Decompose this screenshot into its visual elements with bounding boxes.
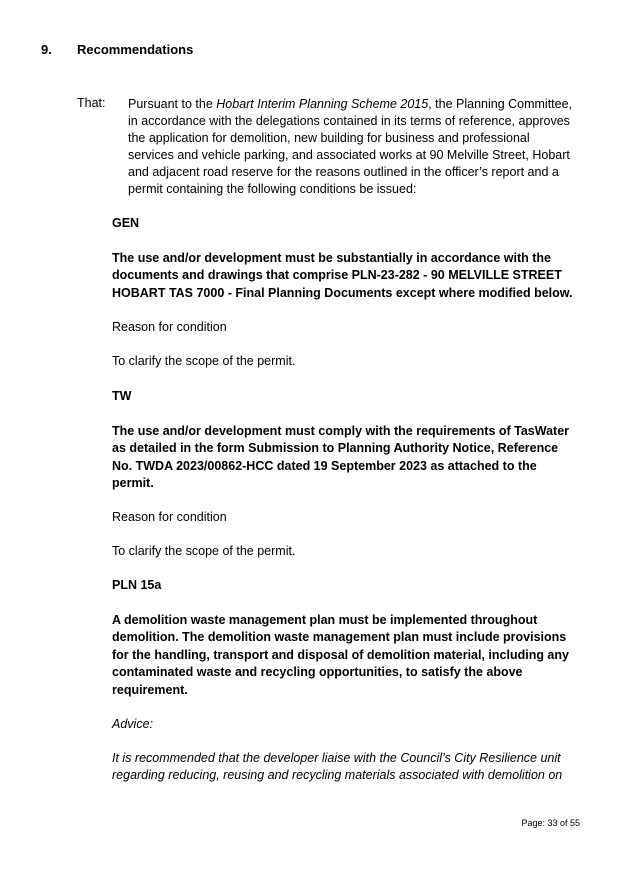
advice-label: Advice: bbox=[112, 717, 153, 731]
intro-line-6: permit containing the following conditions be issued: bbox=[128, 182, 417, 196]
intro-line-1 bbox=[128, 96, 580, 113]
intro-paragraph bbox=[128, 96, 580, 198]
condition-gen-line: HOBART TAS 7000 - Final Planning Documents except where modified below. bbox=[112, 285, 573, 300]
condition-text-tw bbox=[112, 423, 582, 493]
condition-text-pln15a bbox=[112, 612, 582, 699]
page-number: Page: 33 of 55 bbox=[521, 818, 580, 828]
condition-text-gen bbox=[112, 250, 582, 302]
condition-gen-line: The use and/or development must be substantially in accordance with the bbox=[112, 251, 551, 265]
advice-text bbox=[112, 750, 582, 785]
intro-line-4: services and vehicle parking, and associated works at 90 Melville Street, Hobart bbox=[128, 148, 570, 162]
intro-line-3: the application for demolition, new building for business and professional bbox=[128, 131, 530, 145]
condition-gen-line: documents and drawings that comprise PLN-23-282 - 90 MELVILLE STREET bbox=[112, 268, 562, 283]
reason-text-gen: To clarify the scope of the permit. bbox=[112, 354, 296, 368]
condition-pln15a-line: A demolition waste management plan must be implemented throughout bbox=[112, 613, 538, 627]
that-label: That: bbox=[77, 96, 106, 110]
intro-line-5: and adjacent road reserve for the reasons outlined in the officer’s report and a bbox=[128, 165, 559, 179]
intro-line-1-post: , the Planning Committee, bbox=[428, 97, 573, 111]
reason-label-gen: Reason for condition bbox=[112, 320, 227, 334]
section-title: Recommendations bbox=[77, 42, 194, 57]
condition-tw-line: No. TWDA 2023/00862-HCC dated 19 September 2023 as attached to the bbox=[112, 458, 537, 473]
advice-line: regarding reducing, reusing and recycling materials associated with demolition on bbox=[112, 768, 563, 783]
condition-code-gen: GEN bbox=[112, 216, 140, 230]
intro-line-2: in accordance with the delegations contained in its terms of reference, approves bbox=[128, 114, 570, 128]
condition-code-pln15a: PLN 15a bbox=[112, 578, 162, 592]
advice-line: It is recommended that the developer liaise with the Council’s City Resilience unit bbox=[112, 751, 561, 765]
condition-tw-line: permit. bbox=[112, 476, 154, 491]
condition-pln15a-line: demolition. The demolition waste management plan must include provisions bbox=[112, 630, 567, 645]
reason-label-tw: Reason for condition bbox=[112, 510, 227, 524]
condition-code-tw: TW bbox=[112, 389, 132, 403]
section-number: 9. bbox=[41, 42, 52, 57]
planning-scheme-title: Hobart Interim Planning Scheme 2015 bbox=[216, 97, 429, 111]
intro-line-1-pre: Pursuant to the bbox=[128, 97, 217, 111]
condition-pln15a-line: requirement. bbox=[112, 682, 188, 697]
condition-tw-line: as detailed in the form Submission to Planning Authority Notice, Reference bbox=[112, 441, 559, 456]
reason-text-tw: To clarify the scope of the permit. bbox=[112, 544, 296, 558]
condition-tw-line: The use and/or development must comply with the requirements of TasWater bbox=[112, 424, 570, 438]
condition-pln15a-line: for the handling, transport and disposal of demolition material, including any bbox=[112, 647, 569, 662]
condition-pln15a-line: contaminated waste and recycling opportunities, to satisfy the above bbox=[112, 665, 523, 680]
